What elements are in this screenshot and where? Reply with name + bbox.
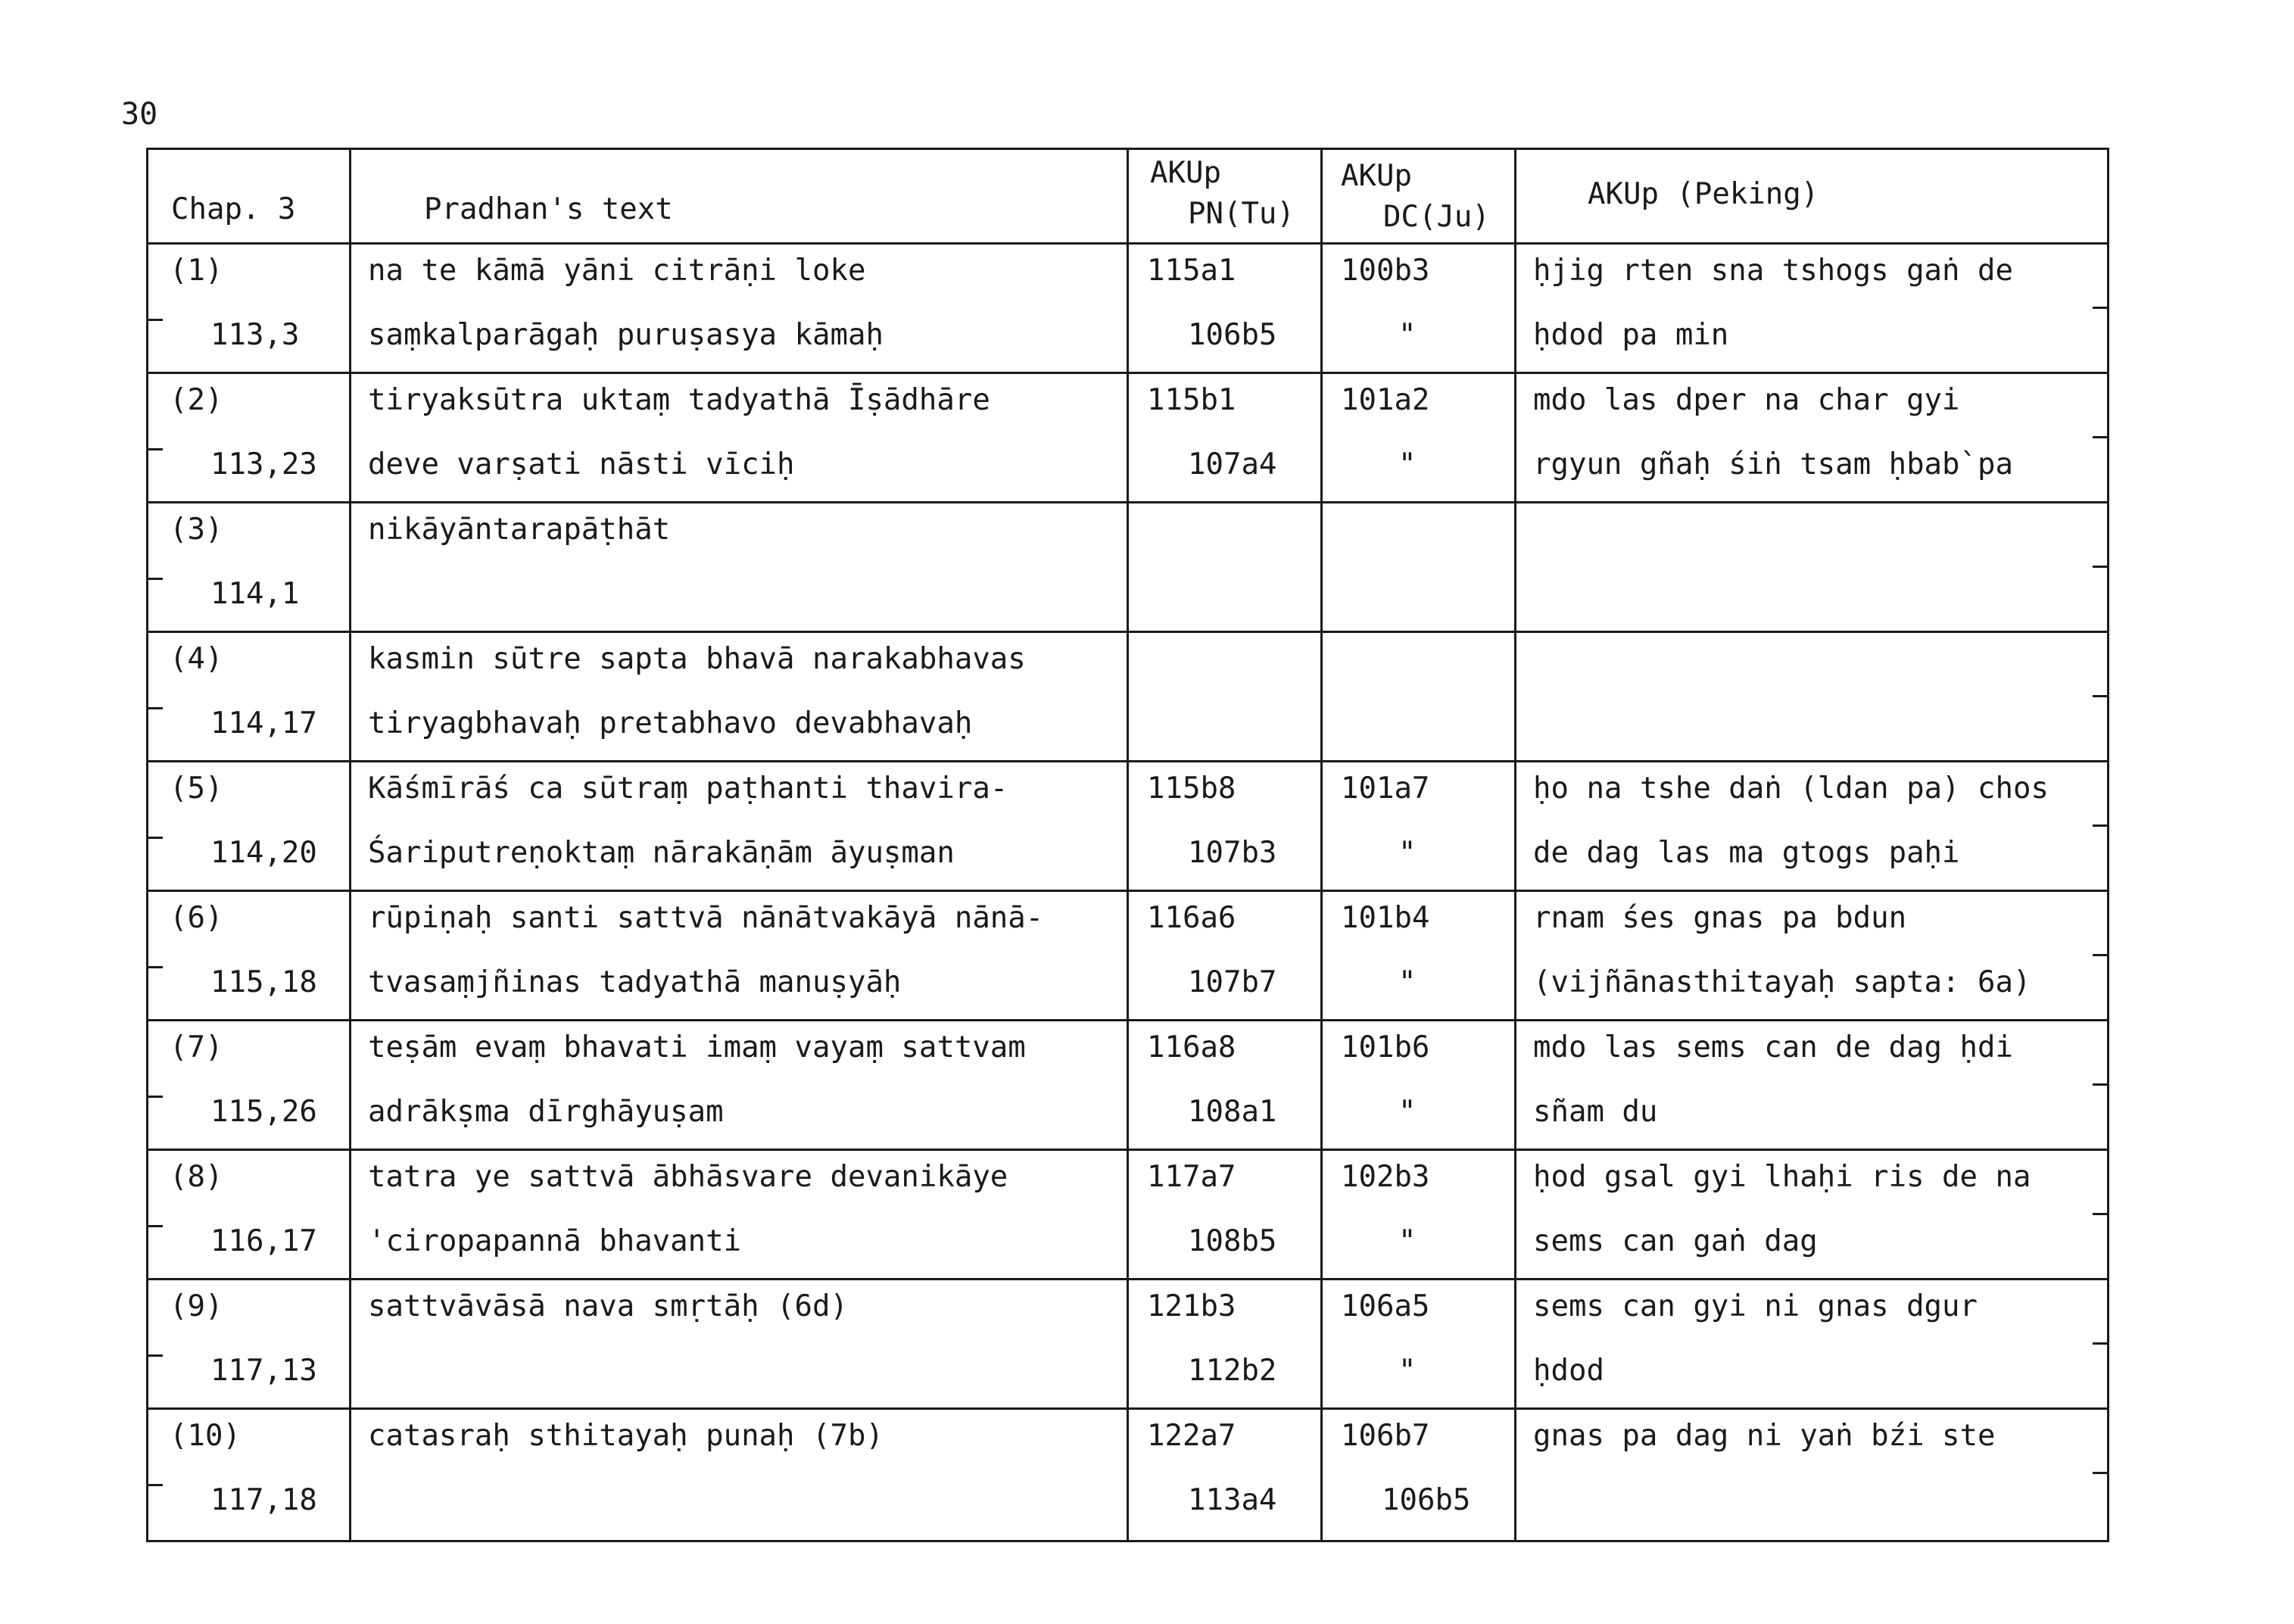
margin-tick — [2093, 695, 2109, 697]
pn-cell — [1128, 632, 1322, 762]
peking-cell — [1516, 1409, 2109, 1541]
dc-cell — [1322, 244, 1516, 373]
pn-folio-2: 107b3 — [1188, 836, 1277, 870]
table-row — [148, 891, 2109, 1021]
pradhan-text-line2: Śariputreṇoktaṃ nārakāṇām āyuṣman — [368, 836, 955, 870]
chap-cell — [148, 1150, 351, 1280]
dc-folio-2: " — [1398, 1354, 1417, 1388]
peking-text-line2: sems can gaṅ dag — [1533, 1224, 1818, 1258]
chap-cell — [148, 1021, 351, 1150]
margin-tick — [146, 1354, 163, 1357]
peking-text-line1: ḥo na tshe daṅ (ldan pa) chos — [1533, 771, 2049, 806]
peking-cell — [1516, 891, 2109, 1021]
dc-cell — [1322, 373, 1516, 503]
pn-folio-1: 115b8 — [1147, 771, 1236, 806]
peking-text-line2: de dag las ma gtogs paḥi — [1533, 836, 1960, 870]
pn-cell — [1128, 1280, 1322, 1409]
dc-cell — [1322, 503, 1516, 632]
pn-folio-2: 108a1 — [1188, 1095, 1277, 1129]
header-akup-pn-line2: PN(Tu) — [1188, 197, 1295, 231]
pradhan-text-line1: tiryaksūtra uktaṃ tadyathā Īṣādhāre — [368, 383, 990, 417]
page-line-ref: 114,1 — [210, 577, 300, 611]
table-row — [148, 762, 2109, 891]
dc-cell — [1322, 891, 1516, 1021]
pn-cell — [1128, 244, 1322, 373]
table-row — [148, 632, 2109, 762]
pn-folio-1: 122a7 — [1147, 1419, 1236, 1453]
pradhan-text-line1: na te kāmā yāni citrāṇi loke — [368, 254, 866, 288]
page-line-ref: 115,26 — [210, 1095, 317, 1129]
pradhan-text-line1: sattvāvāsā nava smṛtāḥ (6d) — [368, 1289, 848, 1323]
pn-folio-1: 115a1 — [1147, 254, 1236, 288]
table-row — [148, 1409, 2109, 1541]
margin-tick — [2093, 954, 2109, 956]
peking-text-line2: (vijñānasthitayaḥ sapta: 6a) — [1533, 965, 2031, 999]
pradhan-text-line2: tvasaṃjñinas tadyathā manuṣyāḥ — [368, 965, 902, 999]
pradhan-text-line1: Kāśmīrāś ca sūtraṃ paṭhanti thavira- — [368, 771, 1008, 806]
margin-tick — [146, 578, 163, 580]
margin-tick — [146, 1484, 163, 1486]
margin-tick — [2093, 1083, 2109, 1086]
table-row — [148, 503, 2109, 632]
margin-tick — [2093, 824, 2109, 827]
dc-cell — [1322, 762, 1516, 891]
pn-folio-2: 106b5 — [1188, 318, 1277, 352]
pn-folio-2: 112b2 — [1188, 1354, 1277, 1388]
entry-number: (5) — [170, 771, 223, 806]
entry-number: (7) — [170, 1030, 223, 1064]
table-row — [148, 1280, 2109, 1409]
pradhan-cell — [351, 503, 1128, 632]
pradhan-cell — [351, 762, 1128, 891]
page-number: 30 — [121, 97, 158, 132]
peking-cell — [1516, 632, 2109, 762]
margin-tick — [2093, 1213, 2109, 1215]
dc-cell — [1322, 1150, 1516, 1280]
page-line-ref: 114,20 — [210, 836, 317, 870]
peking-text-line1: ḥjig rten sna tshogs gaṅ de — [1533, 254, 2013, 288]
header-chap — [148, 149, 351, 244]
margin-tick — [146, 1096, 163, 1098]
dc-cell — [1322, 1409, 1516, 1541]
peking-text-line2: rgyun gñaḥ śiṅ tsam ḥbab`pa — [1533, 447, 2013, 482]
peking-text-line2: sñam du — [1533, 1095, 1658, 1129]
dc-folio-1: 101a7 — [1341, 771, 1430, 806]
dc-cell — [1322, 1280, 1516, 1409]
pradhan-text-line2: deve varṣati nāsti vīciḥ — [368, 447, 795, 482]
header-pradhan — [351, 149, 1128, 244]
dc-folio-1: 102b3 — [1341, 1160, 1430, 1194]
header-akup-dc — [1322, 149, 1516, 244]
pn-folio-1: 116a8 — [1147, 1030, 1236, 1064]
header-akup-peking-label: AKUp (Peking) — [1588, 177, 1819, 211]
pradhan-text-line2: saṃkalparāgaḥ puruṣasya kāmaḥ — [368, 318, 884, 352]
pradhan-text-line1: kasmin sūtre sapta bhavā narakabhavas — [368, 642, 1026, 676]
pradhan-cell — [351, 1409, 1128, 1541]
chap-cell — [148, 1280, 351, 1409]
pradhan-cell — [351, 373, 1128, 503]
pradhan-text-line1: rūpiṇaḥ santi sattvā nānātvakāyā nānā- — [368, 901, 1044, 935]
peking-cell — [1516, 1150, 2109, 1280]
entry-number: (1) — [170, 254, 223, 288]
chap-cell — [148, 244, 351, 373]
page-line-ref: 114,17 — [210, 706, 317, 740]
concordance-table — [146, 148, 2109, 1542]
header-akup-peking — [1516, 149, 2109, 244]
dc-folio-2: " — [1398, 1224, 1417, 1258]
pradhan-cell — [351, 244, 1128, 373]
table-row — [148, 244, 2109, 373]
entry-number: (3) — [170, 513, 223, 547]
margin-tick — [146, 966, 163, 968]
entry-number: (4) — [170, 642, 223, 676]
pn-cell — [1128, 891, 1322, 1021]
margin-tick — [146, 1225, 163, 1227]
peking-cell — [1516, 1021, 2109, 1150]
margin-tick — [2093, 436, 2109, 438]
pn-cell — [1128, 1150, 1322, 1280]
chap-cell — [148, 503, 351, 632]
header-akup-pn-line1: AKUp — [1150, 156, 1221, 190]
peking-cell — [1516, 373, 2109, 503]
table-row — [148, 373, 2109, 503]
dc-folio-1: 101a2 — [1341, 383, 1430, 417]
pn-cell — [1128, 762, 1322, 891]
pradhan-cell — [351, 1280, 1128, 1409]
peking-text-line1: gnas pa dag ni yaṅ bźi ste — [1533, 1419, 1996, 1453]
peking-text-line1: ḥod gsal gyi lhaḥi ris de na — [1533, 1160, 2031, 1194]
pradhan-cell — [351, 1150, 1128, 1280]
pradhan-text-line1: catasraḥ sthitayaḥ punaḥ (7b) — [368, 1419, 884, 1453]
pradhan-cell — [351, 632, 1128, 762]
header-akup-dc-line2: DC(Ju) — [1383, 200, 1490, 234]
margin-tick — [2093, 1472, 2109, 1474]
pn-cell — [1128, 503, 1322, 632]
dc-folio-1: 100b3 — [1341, 254, 1430, 288]
margin-tick — [2093, 307, 2109, 309]
pn-folio-1: 115b1 — [1147, 383, 1236, 417]
pn-cell — [1128, 373, 1322, 503]
page-line-ref: 117,18 — [210, 1483, 317, 1517]
dc-folio-1: 106b7 — [1341, 1419, 1430, 1453]
dc-folio-2: " — [1398, 447, 1417, 482]
page-line-ref: 113,23 — [210, 447, 317, 482]
table-row — [148, 1021, 2109, 1150]
pradhan-text-line2: 'ciropapannā bhavanti — [368, 1224, 742, 1258]
pradhan-cell — [351, 1021, 1128, 1150]
chap-cell — [148, 1409, 351, 1541]
entry-number: (2) — [170, 383, 223, 417]
dc-folio-1: 101b6 — [1341, 1030, 1430, 1064]
peking-text-line1: sems can gyi ni gnas dgur — [1533, 1289, 1978, 1323]
dc-folio-1: 106a5 — [1341, 1289, 1430, 1323]
pn-folio-1: 117a7 — [1147, 1160, 1236, 1194]
header-row — [148, 149, 2109, 244]
page-line-ref: 113,3 — [210, 318, 300, 352]
chap-cell — [148, 891, 351, 1021]
dc-folio-1: 101b4 — [1341, 901, 1430, 935]
pn-cell — [1128, 1021, 1322, 1150]
pradhan-cell — [351, 891, 1128, 1021]
dc-cell — [1322, 632, 1516, 762]
entry-number: (8) — [170, 1160, 223, 1194]
margin-tick — [2093, 1342, 2109, 1345]
pradhan-text-line2: tiryagbhavaḥ pretabhavo devabhavaḥ — [368, 706, 973, 740]
margin-tick — [146, 319, 163, 321]
page-line-ref: 116,17 — [210, 1224, 317, 1258]
chap-cell — [148, 632, 351, 762]
pn-folio-1: 121b3 — [1147, 1289, 1236, 1323]
dc-folio-2: 106b5 — [1382, 1483, 1471, 1517]
pradhan-text-line2: adrākṣma dīrghāyuṣam — [368, 1095, 724, 1129]
dc-folio-2: " — [1398, 1095, 1417, 1129]
margin-tick — [2093, 566, 2109, 568]
dc-folio-2: " — [1398, 318, 1417, 352]
margin-tick — [146, 448, 163, 450]
pn-folio-2: 108b5 — [1188, 1224, 1277, 1258]
entry-number: (9) — [170, 1289, 223, 1323]
pn-folio-2: 107a4 — [1188, 447, 1277, 482]
peking-text-line1: mdo las sems can de dag ḥdi — [1533, 1030, 2013, 1064]
entry-number: (10) — [170, 1419, 241, 1453]
chap-cell — [148, 373, 351, 503]
peking-cell — [1516, 1280, 2109, 1409]
pradhan-text-line1: teṣām evaṃ bhavati imaṃ vayaṃ sattvam — [368, 1030, 1026, 1064]
page-line-ref: 115,18 — [210, 965, 317, 999]
margin-tick — [146, 837, 163, 839]
peking-cell — [1516, 244, 2109, 373]
entry-number: (6) — [170, 901, 223, 935]
pn-cell — [1128, 1409, 1322, 1541]
header-akup-dc-line1: AKUp — [1341, 159, 1412, 193]
peking-text-line1: rnam śes gnas pa bdun — [1533, 901, 1907, 935]
header-chap-label: Chap. 3 — [171, 192, 296, 226]
pradhan-text-line1: nikāyāntarapāṭhāt — [368, 513, 671, 547]
dc-folio-2: " — [1398, 965, 1417, 999]
header-akup-pn — [1128, 149, 1322, 244]
pn-folio-2: 107b7 — [1188, 965, 1277, 999]
table-row — [148, 1150, 2109, 1280]
chap-cell — [148, 762, 351, 891]
pn-folio-1: 116a6 — [1147, 901, 1236, 935]
dc-cell — [1322, 1021, 1516, 1150]
peking-cell — [1516, 503, 2109, 632]
margin-tick — [146, 707, 163, 709]
peking-text-line2: ḥdod pa min — [1533, 318, 1729, 352]
dc-folio-2: " — [1398, 836, 1417, 870]
page-line-ref: 117,13 — [210, 1354, 317, 1388]
peking-text-line1: mdo las dper na char gyi — [1533, 383, 1960, 417]
pradhan-text-line1: tatra ye sattvā ābhāsvare devanikāye — [368, 1160, 1008, 1194]
peking-text-line2: ḥdod — [1533, 1354, 1604, 1388]
pn-folio-2: 113a4 — [1188, 1483, 1277, 1517]
header-pradhan-label: Pradhan's text — [424, 192, 673, 226]
peking-cell — [1516, 762, 2109, 891]
